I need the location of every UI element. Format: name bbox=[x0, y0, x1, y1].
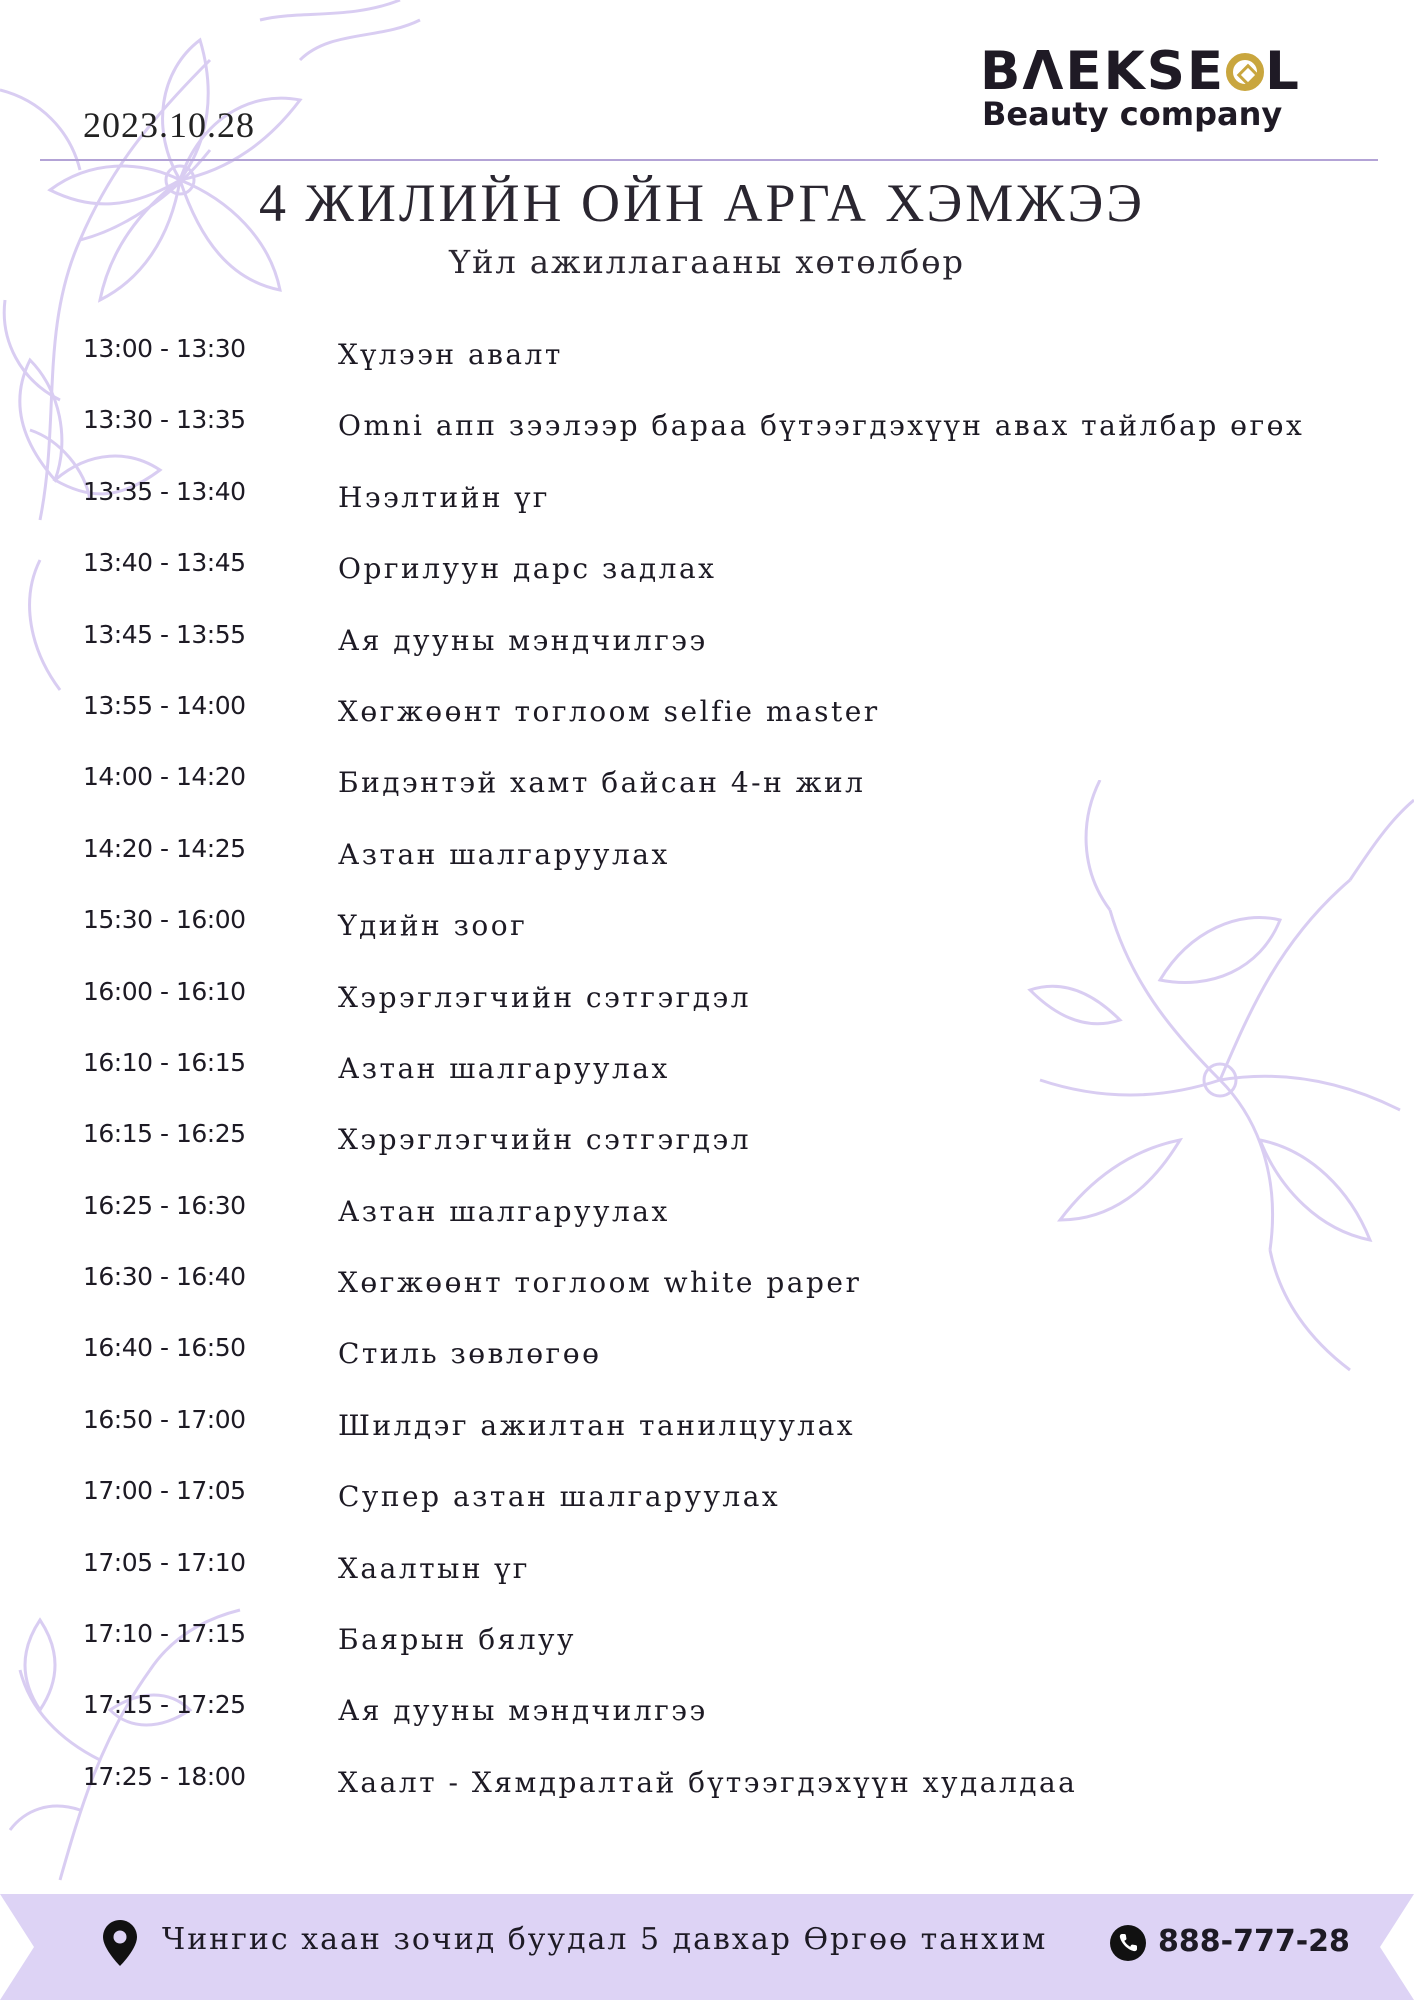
schedule-item: Хаалт - Хямдралтай бүтээгдэхүүн худалдаа bbox=[338, 1765, 1078, 1799]
schedule-time: 13:45 - 13:55 bbox=[83, 619, 246, 649]
schedule-time: 16:25 - 16:30 bbox=[83, 1190, 246, 1220]
schedule-time: 13:40 - 13:45 bbox=[83, 548, 246, 578]
schedule-time: 16:15 - 16:25 bbox=[83, 1119, 246, 1149]
schedule-item: Супер азтан шалгаруулах bbox=[338, 1480, 781, 1514]
logo-wordmark: BΛEKSE L bbox=[980, 41, 1301, 102]
schedule-item: Баярын бялуу bbox=[338, 1623, 576, 1657]
schedule-time: 13:30 - 13:35 bbox=[83, 405, 246, 435]
schedule-item: Omni апп зээлээр бараа бүтээгдэхүүн авах тайлбар өгөх bbox=[338, 409, 1305, 443]
schedule-row bbox=[83, 1544, 1333, 1615]
schedule-time: 16:10 - 16:15 bbox=[83, 1047, 246, 1077]
schedule-row bbox=[83, 401, 1333, 472]
location-pin-icon bbox=[103, 1920, 137, 1966]
schedule-time: 17:05 - 17:10 bbox=[83, 1547, 246, 1577]
venue-address: Чингис хаан зочид буудал 5 давхар Өргөө танхим bbox=[162, 1922, 1048, 1957]
schedule-time: 16:00 - 16:10 bbox=[83, 976, 246, 1006]
schedule-item: Нээлтийн үг bbox=[338, 480, 550, 514]
contact-phone: 888-777-28 bbox=[1158, 1924, 1350, 1959]
phone-icon bbox=[1110, 1925, 1146, 1961]
schedule-item: Стиль зөвлөгөө bbox=[338, 1337, 602, 1371]
schedule-item: Үдийн зоог bbox=[338, 909, 528, 943]
schedule-item: Хөгжөөнт тоглоом white paper bbox=[338, 1266, 862, 1300]
schedule-row bbox=[83, 901, 1333, 972]
schedule-time: 14:00 - 14:20 bbox=[83, 762, 246, 792]
logo-tagline: Beauty company bbox=[982, 95, 1283, 133]
schedule-row bbox=[83, 473, 1333, 544]
schedule-item: Хэрэглэгчийн сэтгэгдэл bbox=[338, 1123, 752, 1157]
schedule-row bbox=[83, 1258, 1333, 1329]
schedule-row bbox=[83, 616, 1333, 687]
schedule-time: 13:35 - 13:40 bbox=[83, 476, 246, 506]
schedule-time: 16:40 - 16:50 bbox=[83, 1333, 246, 1363]
schedule-item: Азтан шалгаруулах bbox=[338, 837, 670, 871]
schedule-item: Азтан шалгаруулах bbox=[338, 1194, 670, 1228]
schedule-item: Ая дууны мэндчилгээ bbox=[338, 1694, 708, 1728]
schedule-time: 17:10 - 17:15 bbox=[83, 1619, 246, 1649]
schedule-time: 16:30 - 16:40 bbox=[83, 1262, 246, 1292]
event-date: 2023.10.28 bbox=[83, 105, 255, 145]
schedule-row bbox=[83, 1686, 1333, 1757]
schedule-row bbox=[83, 1187, 1333, 1258]
schedule-row bbox=[83, 830, 1333, 901]
schedule-list bbox=[83, 330, 1333, 1829]
schedule-row bbox=[83, 1115, 1333, 1186]
schedule-row bbox=[83, 1758, 1333, 1829]
schedule-item: Ая дууны мэндчилгээ bbox=[338, 623, 708, 657]
schedule-row bbox=[83, 330, 1333, 401]
schedule-row bbox=[83, 544, 1333, 615]
schedule-time: 17:15 - 17:25 bbox=[83, 1690, 246, 1720]
schedule-row bbox=[83, 973, 1333, 1044]
header-divider bbox=[40, 159, 1378, 161]
schedule-time: 14:20 - 14:25 bbox=[83, 833, 246, 863]
schedule-time: 17:00 - 17:05 bbox=[83, 1476, 246, 1506]
schedule-time: 15:30 - 16:00 bbox=[83, 905, 246, 935]
schedule-time: 17:25 - 18:00 bbox=[83, 1761, 246, 1791]
schedule-item: Хэрэглэгчийн сэтгэгдэл bbox=[338, 980, 752, 1014]
schedule-item: Хаалтын үг bbox=[338, 1551, 530, 1585]
schedule-item: Шилдэг ажилтан танилцуулах bbox=[338, 1408, 856, 1442]
schedule-row bbox=[83, 1472, 1333, 1543]
schedule-row bbox=[83, 687, 1333, 758]
schedule-item: Хөгжөөнт тоглоом selfie master bbox=[338, 694, 880, 728]
schedule-time: 13:55 - 14:00 bbox=[83, 690, 246, 720]
schedule-row bbox=[83, 1401, 1333, 1472]
schedule-time: 16:50 - 17:00 bbox=[83, 1404, 246, 1434]
schedule-item: Азтан шалгаруулах bbox=[338, 1051, 670, 1085]
schedule-row bbox=[83, 1615, 1333, 1686]
page-subtitle: Үйл ажиллагааны хөтөлбөр bbox=[448, 243, 966, 281]
schedule-row bbox=[83, 1329, 1333, 1400]
logo-ring-icon bbox=[1226, 53, 1264, 91]
schedule-row bbox=[83, 1044, 1333, 1115]
schedule-item: Оргилуун дарс задлах bbox=[338, 552, 717, 586]
page-title: 4 ЖИЛИЙН ОЙН АРГА ХЭМЖЭЭ bbox=[259, 173, 1145, 233]
schedule-item: Хүлээн авалт bbox=[338, 338, 563, 371]
schedule-time: 13:00 - 13:30 bbox=[83, 334, 246, 363]
schedule-row bbox=[83, 758, 1333, 829]
company-logo bbox=[980, 41, 1325, 134]
schedule-item: Бидэнтэй хамт байсан 4-н жил bbox=[338, 766, 866, 800]
